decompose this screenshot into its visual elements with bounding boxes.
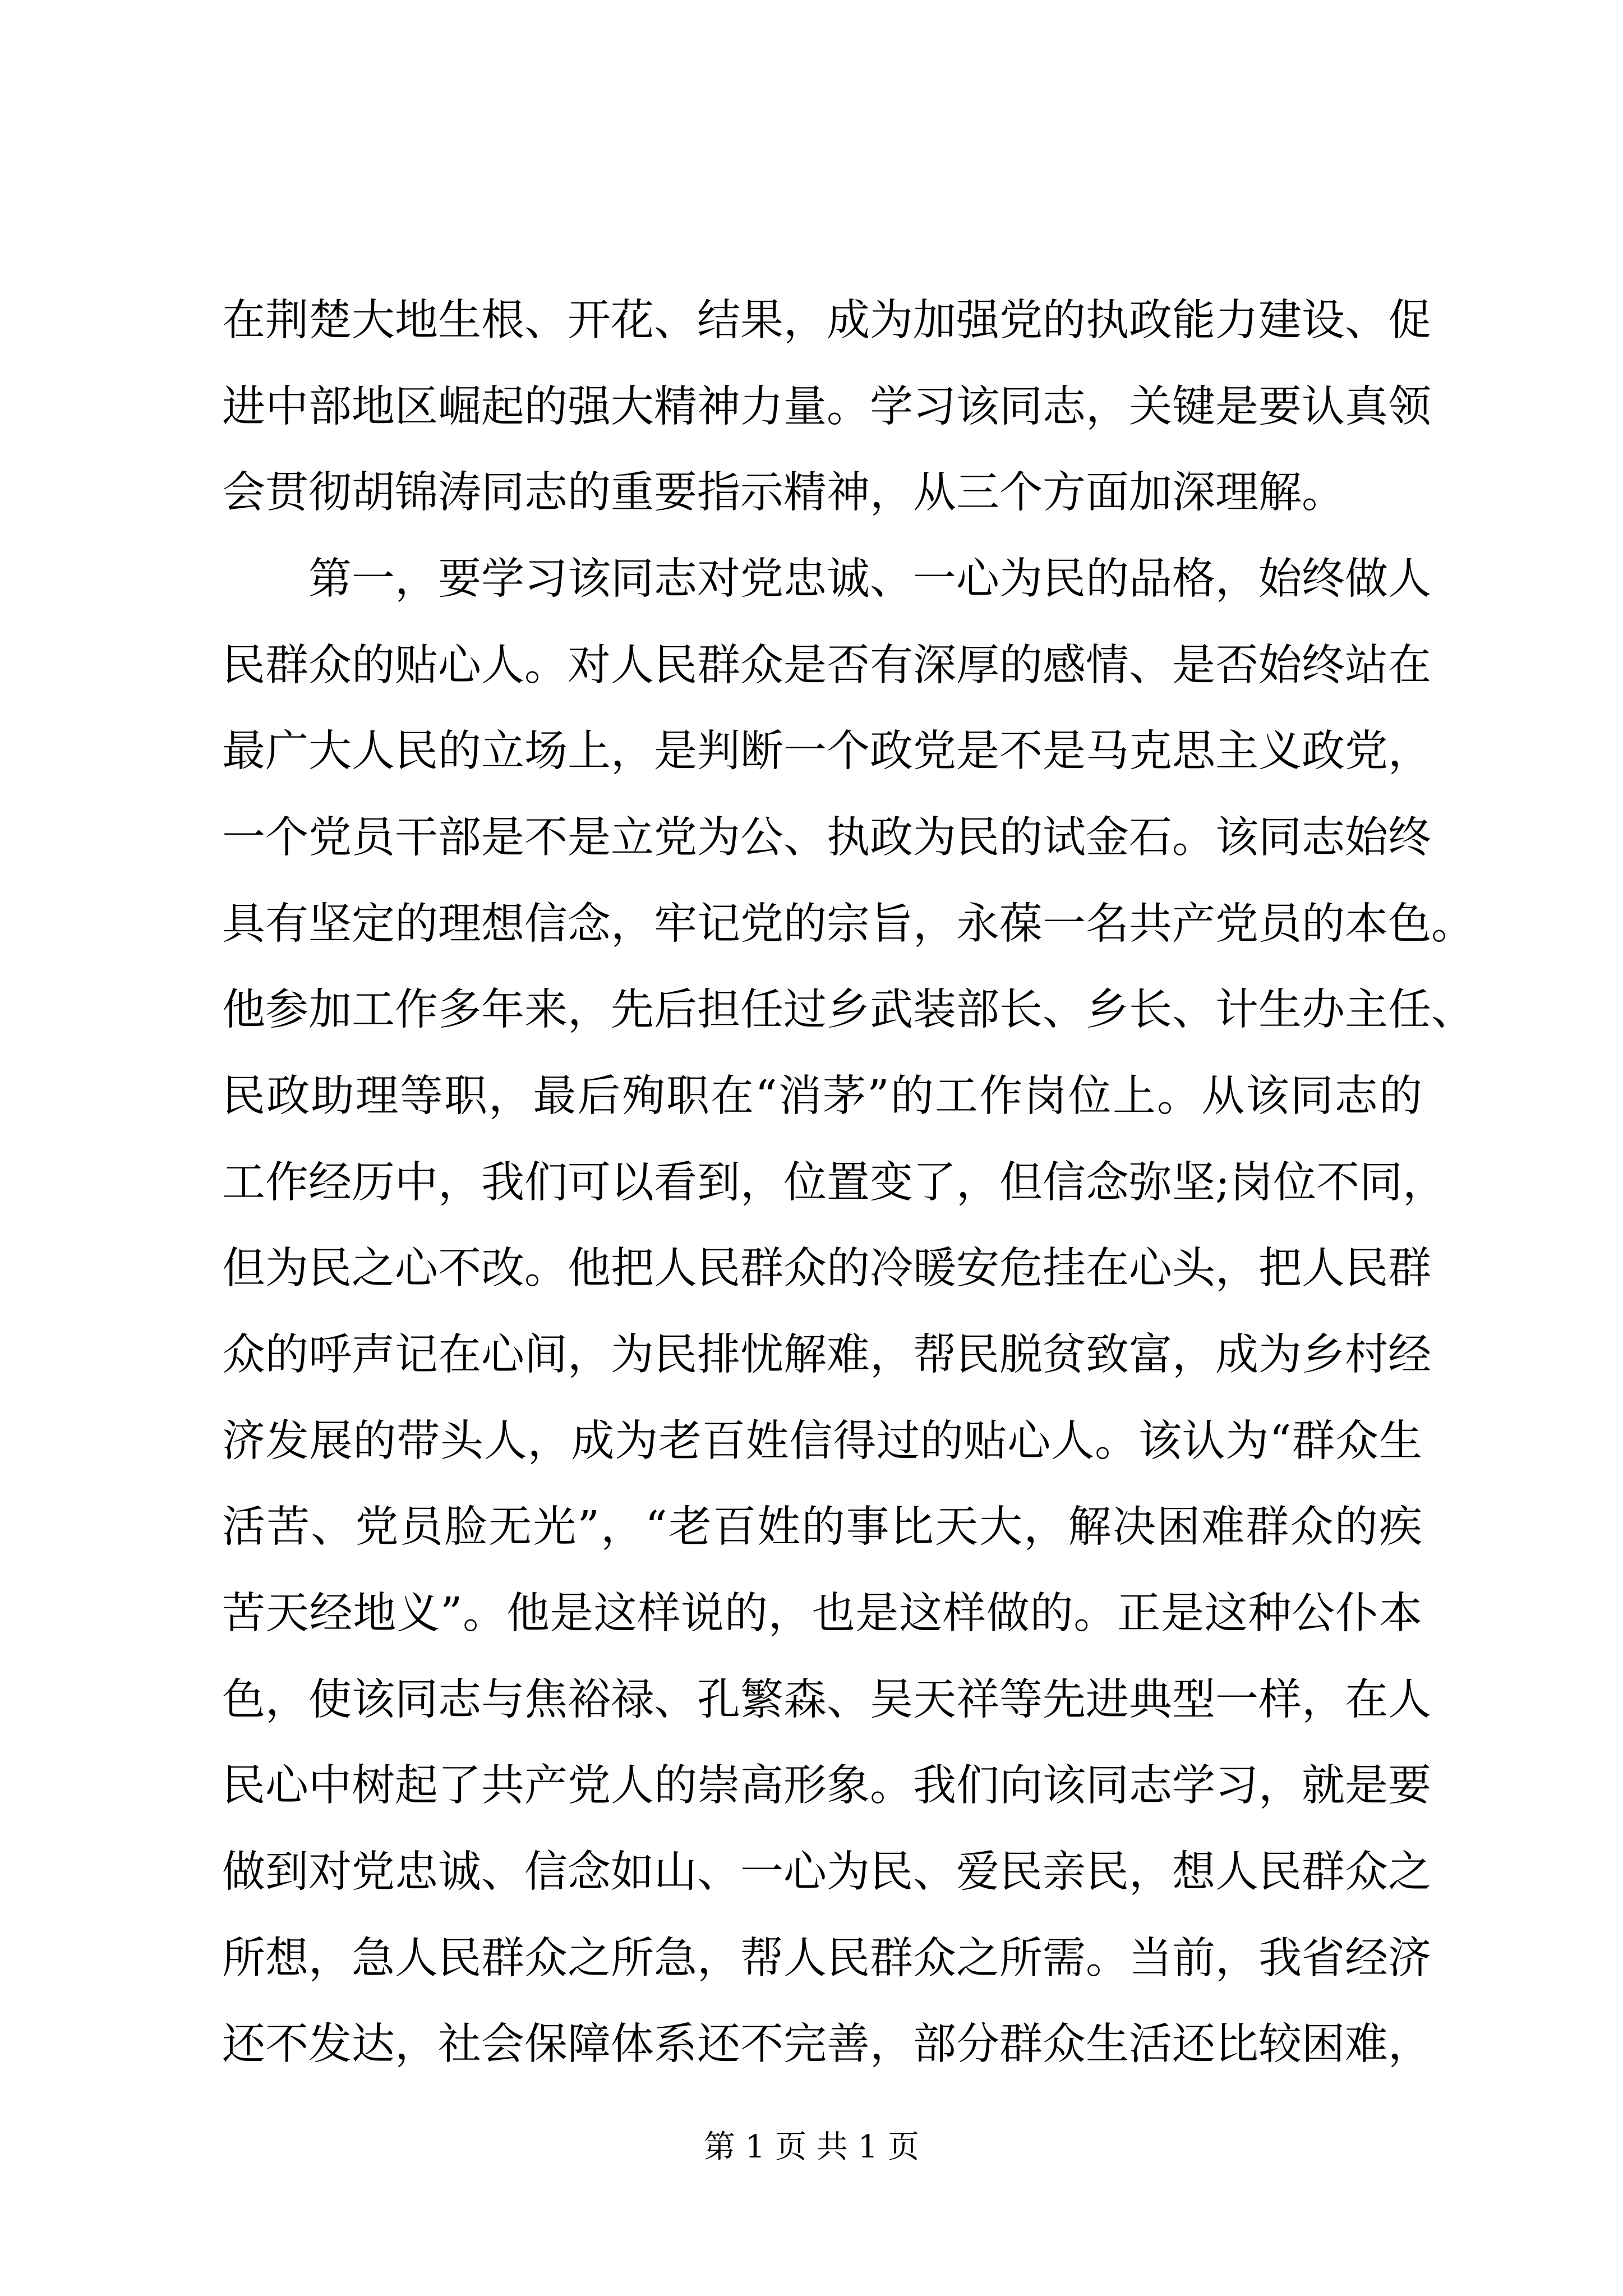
text-line: 一个党员干部是不是立党为公、执政为民的试金石。该同志始终 — [222, 813, 1431, 863]
text-line: 色，使该同志与焦裕禄、孔繁森、吴天祥等先进典型一样，在人 — [222, 1675, 1431, 1725]
text-line: 民群众的贴心人。对人民群众是否有深厚的感情、是否始终站在 — [222, 641, 1431, 691]
text-line: 民政助理等职，最后殉职在“消茅”的工作岗位上。从该同志的 — [222, 1071, 1422, 1121]
text-line: 济发展的带头人，成为老百姓信得过的贴心人。该认为“群众生 — [222, 1416, 1422, 1466]
text-line: 苦天经地义”。他是这样说的，也是这样做的。正是这种公仆本 — [222, 1589, 1422, 1639]
text-line: 工作经历中，我们可以看到，位置变了，但信念弥坚;岗位不同， — [222, 1158, 1446, 1208]
text-line: 在荆楚大地生根、开花、结果，成为加强党的执政能力建设、促 — [222, 296, 1431, 346]
text-line: 具有坚定的理想信念，牢记党的宗旨，永葆一名共产党员的本色。 — [222, 899, 1474, 949]
page-footer: 第 1 页 共 1 页 — [703, 2129, 920, 2165]
text-line: 活苦、党员脸无光”，“老百姓的事比天大，解决困难群众的疾 — [222, 1502, 1422, 1552]
text-line: 但为民之心不改。他把人民群众的冷暖安危挂在心头，把人民群 — [222, 1244, 1431, 1294]
text-line: 众的呼声记在心间，为民排忧解难，帮民脱贫致富，成为乡村经 — [222, 1330, 1431, 1380]
text-line: 做到对党忠诚、信念如山、一心为民、爱民亲民，想人民群众之 — [222, 1847, 1431, 1897]
text-line: 进中部地区崛起的强大精神力量。学习该同志，关键是要认真领 — [222, 382, 1431, 432]
text-line: 会贯彻胡锦涛同志的重要指示精神，从三个方面加深理解。 — [222, 468, 1345, 518]
text-line: 还不发达，社会保障体系还不完善，部分群众生活还比较困难， — [222, 2019, 1431, 2069]
text-line: 最广大人民的立场上，是判断一个政党是不是马克思主义政党， — [222, 726, 1431, 776]
text-line: 他参加工作多年来，先后担任过乡武装部长、乡长、计生办主任、 — [222, 985, 1474, 1035]
text-line: 所想，急人民群众之所急，帮人民群众之所需。当前，我省经济 — [222, 1934, 1431, 1984]
paragraph-first-line: 第一，要学习该同志对党忠诚、一心为民的品格，始终做人 — [308, 554, 1431, 604]
text-line: 民心中树起了共产党人的崇高形象。我们向该同志学习，就是要 — [222, 1761, 1431, 1811]
